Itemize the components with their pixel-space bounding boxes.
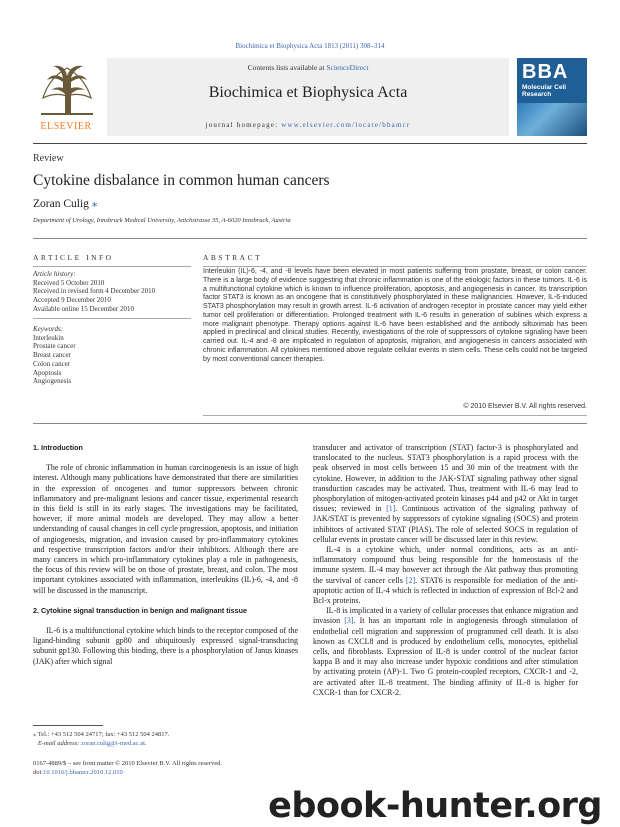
reference-link-3[interactable]: [3] bbox=[344, 616, 354, 626]
doi-link[interactable]: 10.1016/j.bbamcr.2010.12.010 bbox=[43, 768, 123, 776]
abstract-block bbox=[203, 268, 587, 410]
keyword-item: Apoptosis bbox=[33, 368, 62, 377]
elsevier-wordmark: ELSEVIER bbox=[40, 121, 92, 132]
abstract-bottom-rule bbox=[203, 415, 587, 416]
affiliation: Department of Urology, Innsbruck Medical University, Anichstrasse 35, A-6020 Innsbruck, Austria bbox=[33, 217, 291, 224]
keywords bbox=[33, 325, 191, 386]
keyword-item: Prostate cancer bbox=[33, 342, 76, 351]
contents-prefix: Contents lists available at bbox=[247, 63, 327, 72]
right-p1-text-a: transducer and activator of transcription (STAT) factor-3 is phosphorylated and translocated to the nucleus. STAT3 phosphorylation is a rapid process with the peak observed in most cells between 15 and 30 min of the treatment with the cytokine. However, in addition to the JAK-STAT signaling pathway other signal transduction cascades may be activated. Thus, treatment with IL-6 may lead to phosphorylation of mitogen-activated protein kinases p44 and p42 or Akt in target tissues; reviewed in bbox=[313, 443, 578, 514]
history-received: Received 5 October 2010 bbox=[33, 278, 105, 287]
abstract-copyright: © 2010 Elsevier B.V. All rights reserved. bbox=[463, 403, 587, 410]
reference-link-1[interactable]: [1] bbox=[386, 504, 396, 514]
article-info-heading: ARTICLE INFO bbox=[33, 253, 114, 262]
abstract-heading: ABSTRACT bbox=[203, 253, 263, 262]
cover-image bbox=[517, 103, 587, 136]
header-divider bbox=[33, 143, 587, 144]
abstract-rule bbox=[203, 266, 587, 267]
keyword-item: Colon cancer bbox=[33, 359, 71, 368]
journal-citation[interactable]: Biochimica et Biophysica Acta 1813 (2011) 308–314 bbox=[235, 42, 385, 50]
issn-line: 0167-4889/$ – see front matter © 2010 Elsevier B.V. All rights reserved. bbox=[33, 760, 222, 767]
homepage-link[interactable]: www.elsevier.com/locate/bbamcr bbox=[281, 121, 411, 129]
footnote-contact bbox=[33, 731, 169, 740]
issn-block bbox=[33, 760, 222, 777]
affiliation-divider bbox=[33, 238, 587, 239]
keyword-item: Breast cancer bbox=[33, 351, 71, 360]
journal-banner bbox=[107, 58, 509, 136]
body-right-column bbox=[313, 443, 578, 698]
body-left-column bbox=[33, 443, 298, 667]
right-paragraph-1 bbox=[313, 443, 578, 545]
footnote-email-line bbox=[33, 740, 169, 749]
keyword-item: Interleukin bbox=[33, 333, 64, 342]
section-2-paragraph: IL-6 is a multifunctional cytokine which binds to the receptor composed of the ligand-binding subunit gp80 and ubiquitously expressed signal-transducing subunit gp130. Following this binding, there is a phosphorylation of Janus kinases (JAK) after which signal bbox=[33, 626, 298, 666]
email-end: . bbox=[144, 739, 147, 747]
article-title: Cytokine disbalance in common human cancers bbox=[33, 172, 330, 189]
right-p2-text-a: IL-4 is a cytokine which, under normal conditions, acts as an anti-inflammatory compound thus being responsible for the homeostasis of the immune system. IL-4 may however act through the Akt pathway thus promoting the survival of cancer cells bbox=[313, 545, 578, 585]
section-1-paragraph: The role of chronic inflammation in human carcinogenesis is an issue of high interest. Although many publications have demonstrated that there are similarities in the expression of oncogenes and tumor suppressors between chronic inflammatory and pre-malignant lesions and cancer tissue, experimental research in this field is still in its early stages. The investigations may be facilitated, however, if more animal models are developed. They may allow a better understanding of causal changes in cell cycle progression, apoptosis, and initiation of angiogenesis, migration, and invasion caused by pro-inflammatory cytokines and respective transcription factors and/or their inhibitors. Although there are many cancers in which pro-inflammatory cytokines play a role in pathogenesis, the focus of this review will be on those of prostate, breast, and colon. The most important cytokines associated with inflammation, interleukins (IL)-6, -4, and -8 will be discussed in the manuscript. bbox=[33, 463, 298, 595]
right-paragraph-2 bbox=[313, 545, 578, 606]
doi-label: doi: bbox=[33, 768, 44, 776]
journal-homepage bbox=[107, 121, 509, 129]
watermark: ebook-hunter.org bbox=[268, 786, 602, 826]
article-type: Review bbox=[33, 153, 64, 164]
right-paragraph-3 bbox=[313, 606, 578, 698]
cover-subtitle-line1: Molecular Cell bbox=[522, 84, 567, 91]
journal-cover bbox=[517, 58, 587, 136]
history-online: Available online 15 December 2010 bbox=[33, 304, 134, 313]
reference-link-2[interactable]: [2] bbox=[405, 575, 416, 585]
article-info-rule bbox=[33, 266, 191, 267]
corresponding-author-mark[interactable]: ⁎ bbox=[91, 198, 98, 210]
email-link[interactable]: zoran.culig@i-med.ac.at bbox=[80, 739, 145, 747]
author-name: Zoran Culig bbox=[33, 198, 89, 210]
keywords-rule bbox=[33, 318, 191, 319]
article-history bbox=[33, 270, 191, 314]
right-p1-text-b: . Continuous activation of the signaling pathway of JAK/STAT is prevented by suppressors of cytokine signaling (SOCS) and protein inhibitors of activated STAT (PIAS). The role of selected SOCS in regulation of cellular events in prostate cancer will be discussed later in this review. bbox=[313, 504, 578, 544]
footnote-mark: ⁎ bbox=[33, 731, 37, 738]
author-line bbox=[33, 196, 98, 210]
cover-subtitle-line2: Research bbox=[522, 91, 552, 98]
keywords-label: Keywords: bbox=[33, 325, 64, 333]
footnote-rule bbox=[33, 725, 103, 726]
footnote-phone: Tel.: +43 512 504 24717; fax: +43 512 504 24817. bbox=[36, 731, 170, 738]
doi-line bbox=[33, 769, 222, 778]
section-2-heading: 2. Cytokine signal transduction in benign and malignant tissue bbox=[33, 605, 248, 615]
elsevier-logo bbox=[33, 58, 99, 136]
contents-line bbox=[107, 63, 509, 72]
cover-subtitle bbox=[522, 84, 566, 98]
history-label: Article history: bbox=[33, 270, 76, 278]
section-1-heading: 1. Introduction bbox=[33, 443, 83, 452]
right-p3-text-b: . It has an important role in angiogenesis through stimulation of endothelial cell migration and suppression of programmed cell death. It is also known as CXCL8 and is produced by endothelium cells, monocytes, epithelial cells, and fibroblasts. Expression of IL-8 is under control of the nuclear factor kappa B and it may also increase under hypoxic conditions and after stimulation by activating protein (AP)-1. Two G protein-coupled receptors, CXCR-1 and -2, are activated after IL-8 treatment. The binding affinity of IL-8 is higher for CXCR-1 than for CXCR-2. bbox=[313, 616, 578, 697]
abstract-text: Interleukin (IL)-6, -4, and -8 levels have been elevated in most patients suffering from prostate, breast, or colon cancer. There is a large body of evidence suggesting that chronic inflammation is one of the etiologic factors in these tumors. IL-6 is a multifunctional cytokine which is known to influence proliferation, apoptosis, and angiogenesis in cancer. Its transcription factor STAT3 is known as an oncogene that is constitutively phosphorylated in these malignancies. However, IL-6-induced STAT3 phosphorylation may result in growth arrest. IL-6 activation of androgen receptor in prostate cancer may yield either tumor cell proliferation or differentiation. Prolonged treatment with IL-6 results in generation of sublines which express a more malignant phenotype. Therapy options against IL-6 have been established and the antibody siltuximab has been applied in preclinical and clinical studies. Recently, investigations of the role of suppressors of cytokine signaling have been carried out. IL-4 and -8 are implicated in regulation of apoptosis, migration, and angiogenesis in cancers associated with chronic inflammation. All cytokines mentioned above regulate cellular events in stem cells. These cells could not be targeted by most conventional cancer therapies. bbox=[203, 268, 587, 363]
right-p3-text-a: IL-8 is implicated in a variety of cellular processes that enhance migration and invasion bbox=[313, 606, 578, 626]
body-divider bbox=[33, 423, 587, 424]
journal-title: Biochimica et Biophysica Acta bbox=[208, 84, 408, 101]
elsevier-tree-icon bbox=[39, 58, 95, 116]
journal-header bbox=[33, 58, 587, 136]
email-label: E-mail address: bbox=[37, 739, 80, 747]
author-footnote bbox=[33, 731, 169, 748]
homepage-label: journal homepage: bbox=[205, 121, 282, 129]
right-p2-text-b: . STAT6 is responsible for mediation of the anti-apoptotic action of IL-4 which is reflected in induction of expression of Bcl-2 and Bcl-x proteins. bbox=[313, 575, 578, 606]
keyword-item: Angiogenesis bbox=[33, 377, 72, 386]
history-revised: Received in revised form 4 December 2010 bbox=[33, 287, 156, 296]
sciencedirect-link[interactable]: ScienceDirect bbox=[326, 63, 369, 72]
cover-title: BBA bbox=[522, 61, 569, 83]
history-accepted: Accepted 9 December 2010 bbox=[33, 296, 111, 305]
